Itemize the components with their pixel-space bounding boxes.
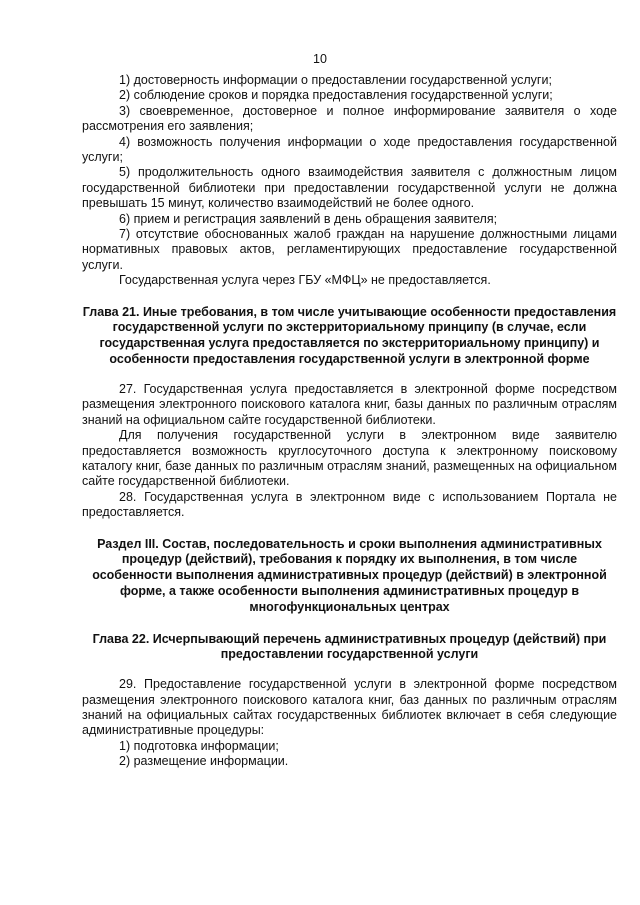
document-body <box>82 73 617 770</box>
paragraph-29: 29. Предоставление государственной услуги в электронной форме посредством размещения электронного поискового каталога книг, баз данных по различным отраслям знаний на официальных сайтах государственных библиотек включает в себя следующие административные процедуры: <box>82 677 617 738</box>
paragraph-27-access: Для получения государственной услуги в электронном виде заявителю предоставляется возможность круглосуточного доступа к электронному поисковому каталогу книг, базе данных по различным отраслям знаний, размещенных на официальном сайте государственной библиотеки. <box>82 428 617 489</box>
paragraph-27: 27. Государственная услуга предоставляется в электронной форме посредством размещения электронного поискового каталога книг, базы данных по различным отраслям знаний на официальном сайте государственной библиотеки. <box>82 381 617 427</box>
list-item: 2) соблюдение сроков и порядка предоставления государственной услуги; <box>119 88 553 103</box>
section-3-heading: Раздел III. Состав, последовательность и сроки выполнения административных процедур (действий), требования к порядку их выполнения, в том числе особенности выполнения административных процедур (действий) в электронной форме, а также особенности выполнения административных процедур в многофункциональных центрах <box>92 536 607 614</box>
page-number: 10 <box>313 52 327 66</box>
list-item: 3) своевременное, достоверное и полное информирование заявителя о ходе рассмотрения его заявления; <box>82 103 617 134</box>
list-item: 1) достоверность информации о предоставлении государственной услуги; <box>119 73 552 87</box>
chapter-21-heading: Глава 21. Иные требования, в том числе учитывающие особенности предоставления государственной услуги по экстерриториальному принципу (в случае, если государственная услуга предоставляется по экстерриториальному принципу) и особенности предоставления государственной услуги в электронной форме <box>82 304 617 367</box>
list-item: 2) размещение информации. <box>119 754 289 769</box>
list-item: 1) подготовка информации; <box>119 738 279 753</box>
paragraph-28: 28. Государственная услуга в электронном виде с использованием Портала не предоставляется. <box>82 489 617 520</box>
mfc-note: Государственная услуга через ГБУ «МФЦ» не предоставляется. <box>119 273 491 288</box>
list-item: 4) возможность получения информации о ходе предоставления государственной услуги; <box>82 134 617 165</box>
list-item: 6) прием и регистрация заявлений в день обращения заявителя; <box>119 211 498 226</box>
list-item: 7) отсутствие обоснованных жалоб граждан на нарушение должностными лицами нормативных правовых актов, регламентирующих предоставление государственной услуги. <box>82 227 617 272</box>
list-item: 5) продолжительность одного взаимодействия заявителя с должностным лицом государственной библиотеки при предоставлении государственной услуги не должна превышать 15 минут, количество взаимодействий не более одного. <box>82 165 617 211</box>
chapter-22-heading: Глава 22. Исчерпывающий перечень административных процедур (действий) при предоставлении государственной услуги <box>92 631 607 662</box>
